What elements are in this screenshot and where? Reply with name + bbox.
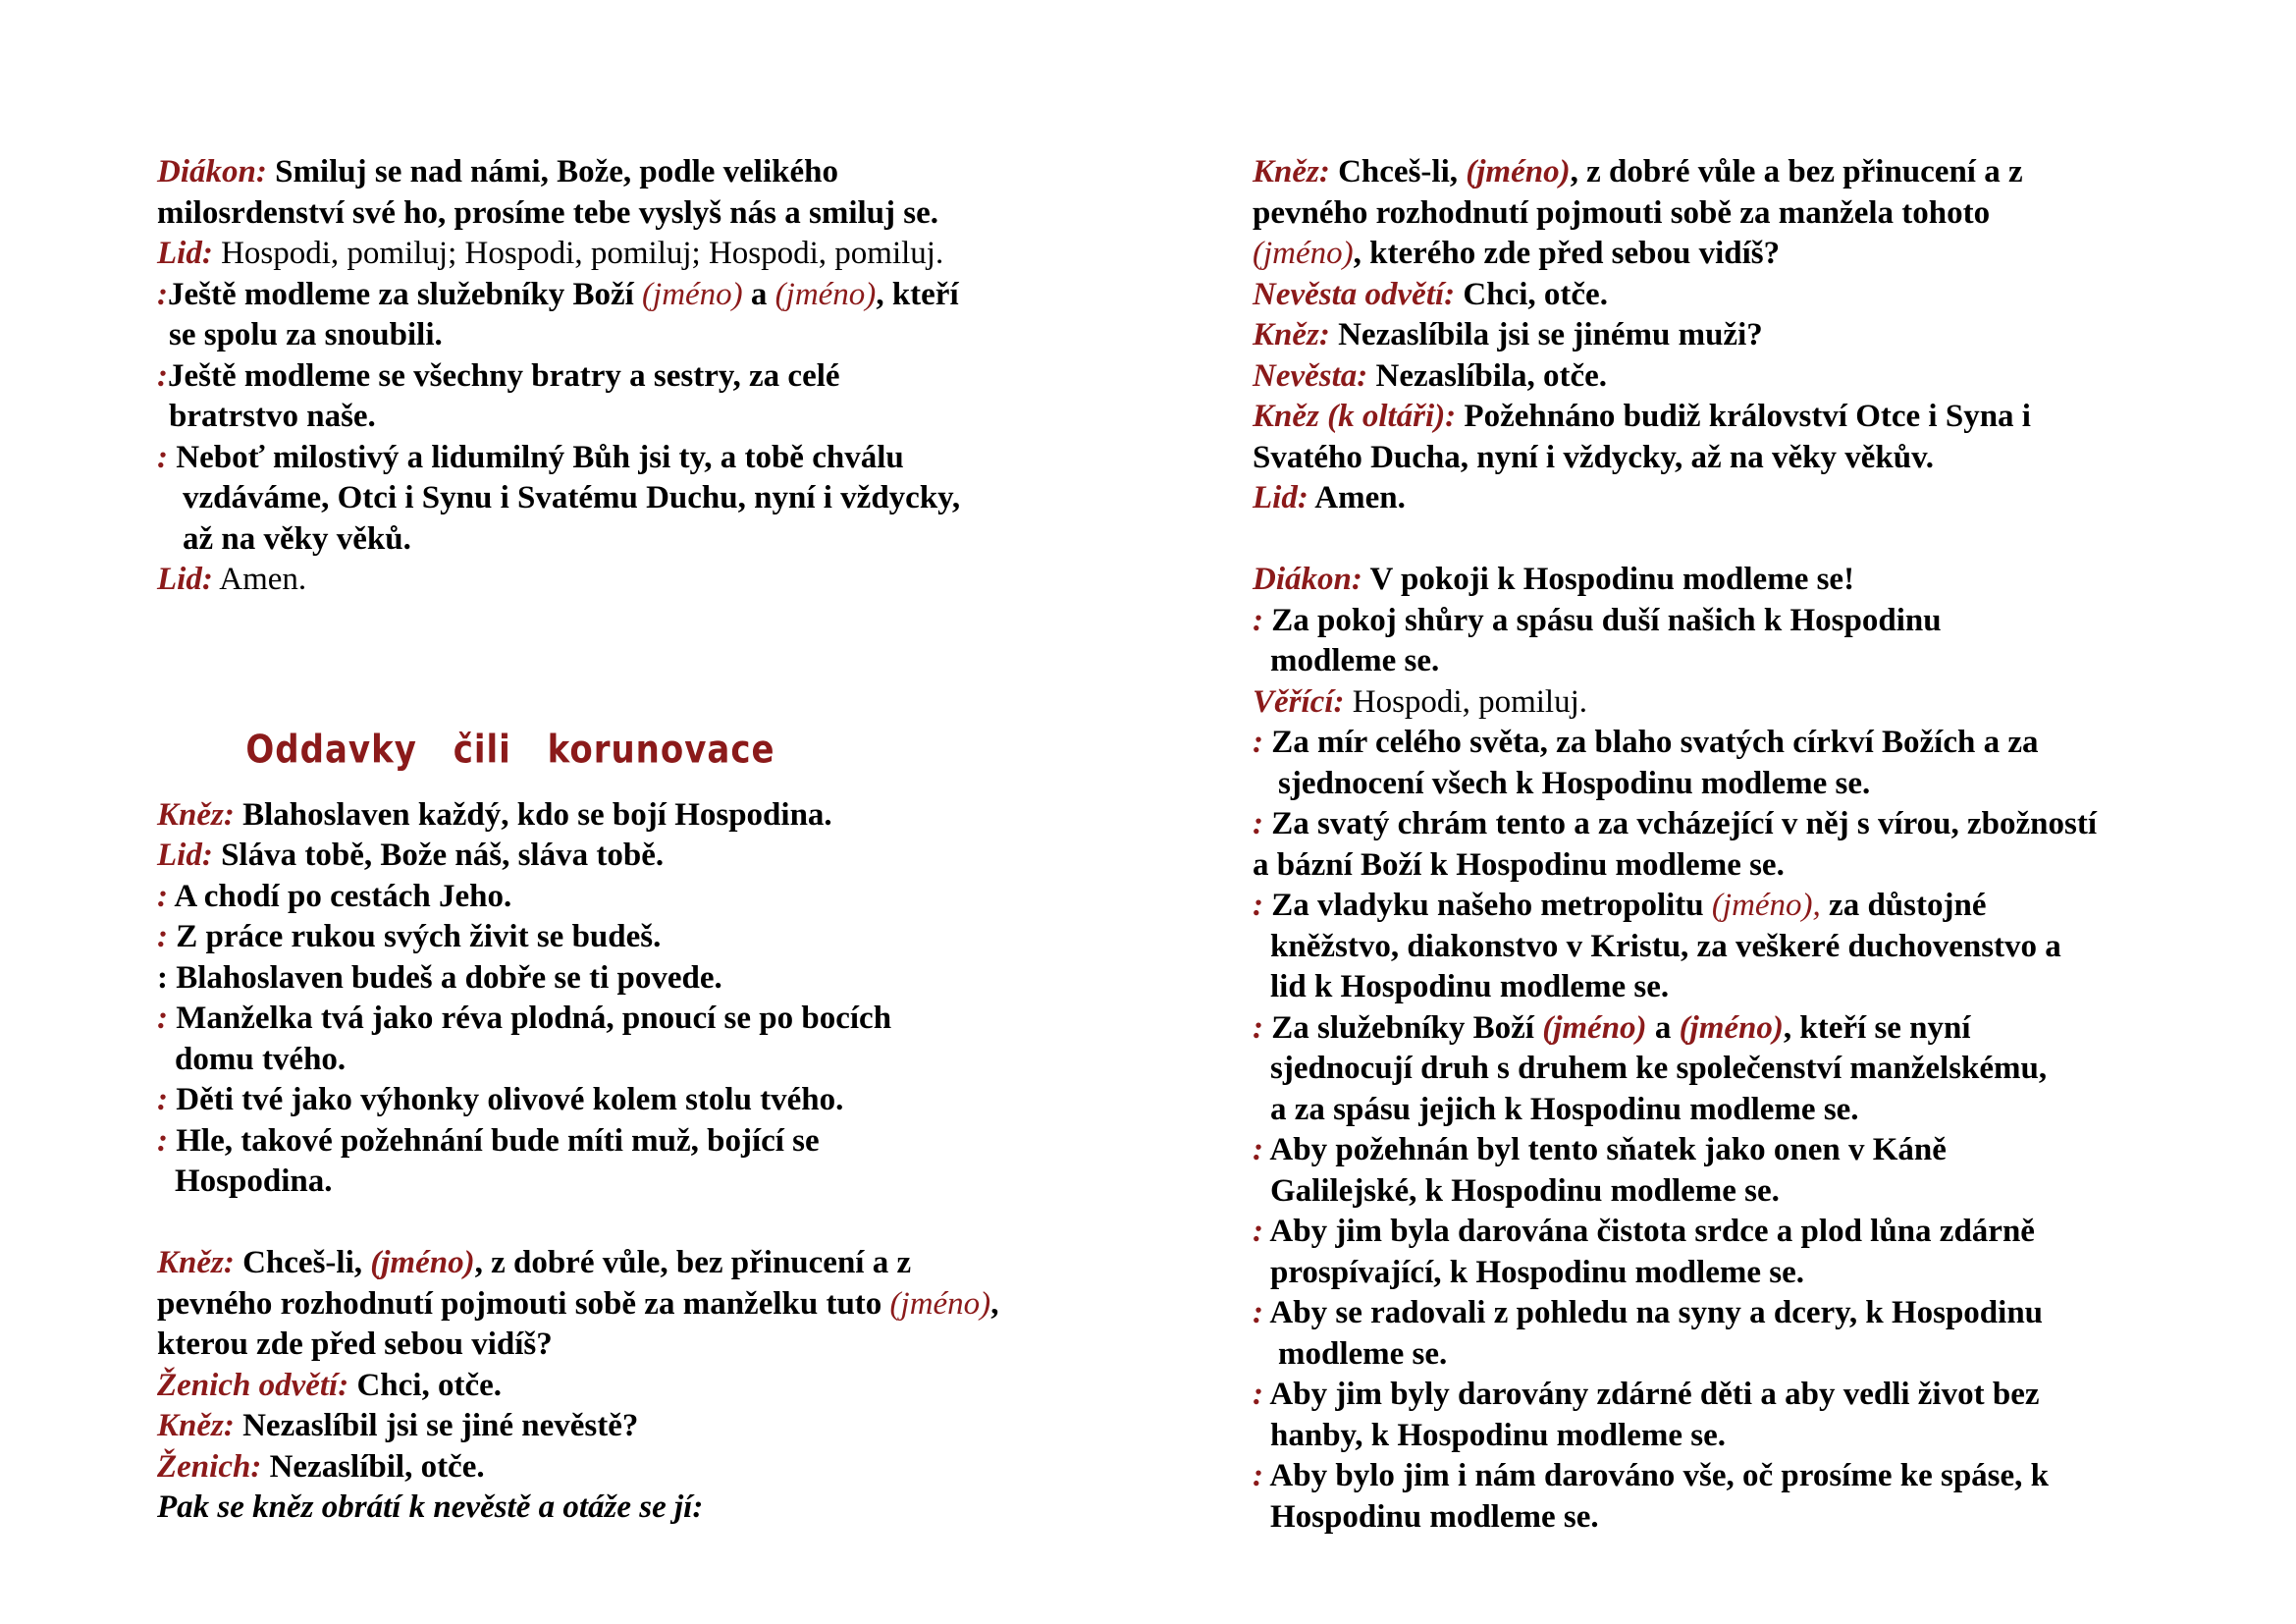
text-line: až na věky věků.: [183, 520, 411, 557]
text-line: modleme se.: [1278, 1335, 1448, 1372]
text-line: pevného rozhodnutí pojmouti sobě za manžela tohoto: [1253, 194, 1991, 231]
name-placeholder: (jméno): [889, 1285, 991, 1322]
verse-marker: :: [157, 878, 168, 914]
text-line: : Za vladyku našeho metropolitu (jméno), za důstojné: [1253, 888, 1987, 923]
text-line: Ženich: Nezaslíbil, otče.: [157, 1448, 485, 1485]
text-line: Hospodinu modleme se.: [1270, 1498, 1599, 1535]
text-line: Lid: Sláva tobě, Bože náš, sláva tobě.: [157, 838, 665, 873]
text-line: Lid: Hospodi, pomiluj; Hospodi, pomiluj; Hospodi, pomiluj.: [157, 236, 944, 271]
text-line: : Za pokoj shůry a spásu duší našich k Hospodinu: [1253, 602, 1942, 638]
verse-marker: :: [157, 357, 168, 394]
text-line: : Z práce rukou svých živit se budeš.: [157, 919, 662, 954]
spacer: [157, 601, 1139, 723]
spacer: [157, 1203, 1139, 1244]
text-line: : Za služebníky Boží (jméno) a (jméno), kteří se nyní: [1253, 1009, 1971, 1046]
text-line: : Aby bylo jim i nám darováno vše, oč prosíme ke spáse, k: [1253, 1458, 2050, 1493]
verse-marker: :: [157, 919, 168, 954]
text-line: modleme se.: [1270, 643, 1440, 678]
text-line: vzdáváme, Otci i Synu i Svatému Duchu, nyní i vždycky,: [183, 480, 961, 515]
text-line: Kněz: Nezaslíbil jsi se jiné nevěstě?: [157, 1408, 639, 1443]
text-line: domu tvého.: [175, 1041, 347, 1077]
text-line: Diákon: Smiluj se nad námi, Bože, podle velikého: [157, 154, 838, 189]
speaker-label: Kněz (k oltáři):: [1253, 399, 1457, 434]
right-column: [1253, 152, 2234, 1538]
verse-marker: :: [1253, 602, 1263, 638]
speaker-label: Nevěsta:: [1253, 357, 1368, 394]
section-title: Oddavky čili korunovace: [245, 727, 775, 773]
name-placeholder: (jméno): [1542, 1009, 1647, 1046]
verse-marker: :: [157, 1082, 168, 1117]
speaker-label: Diákon:: [157, 154, 267, 189]
speaker-label: Kněz:: [1253, 317, 1330, 352]
verse-marker: :: [1253, 806, 1263, 841]
text-line: Věřící: Hospodi, pomiluj.: [1253, 683, 1588, 720]
speaker-label: Ženich odvětí:: [157, 1367, 349, 1403]
text-line: Kněz (k oltáři): Požehnáno budiž království Otce i Syna i: [1253, 399, 2031, 434]
text-line: Galilejské, k Hospodinu modleme se.: [1270, 1172, 1780, 1209]
text-line: : Za svatý chrám tento a za vcházející v něj s vírou, zbožností: [1253, 806, 2098, 841]
text-line: : Aby požehnán byl tento sňatek jako onen v Káně: [1253, 1132, 1947, 1167]
verse-marker: :: [1253, 1214, 1263, 1249]
text-line: milosrdenství své ho, prosíme tebe vyslyš nás a smiluj se.: [157, 194, 938, 231]
verse-marker: :: [1253, 1132, 1263, 1167]
text-line: : Aby se radovali z pohledu na syny a dcery, k Hospodinu: [1253, 1295, 2044, 1330]
verse-marker: :: [157, 959, 168, 996]
speaker-label: Kněz:: [1253, 154, 1330, 189]
speaker-label: Lid:: [157, 236, 213, 271]
speaker-label: Lid:: [157, 562, 213, 597]
text-line: :Ještě modleme za služebníky Boží (jméno) a (jméno), kteří: [157, 276, 959, 312]
name-placeholder: (jméno): [1253, 236, 1354, 271]
text-line: Nevěsta odvětí: Chci, otče.: [1253, 276, 1608, 312]
text-line: Lid: Amen.: [1253, 480, 1406, 515]
text-line: Kněz: Nezaslíbila jsi se jinému muži?: [1253, 317, 1763, 352]
text-line: : Za mír celého světa, za blaho svatých církví Božích a za: [1253, 725, 2039, 760]
verse-marker: :: [1253, 1009, 1263, 1046]
speaker-label: Nevěsta odvětí:: [1253, 276, 1456, 312]
text-line: pevného rozhodnutí pojmouti sobě za manželku tuto (jméno),: [157, 1285, 999, 1322]
text-line: prospívající, k Hospodinu modleme se.: [1270, 1254, 1804, 1290]
speaker-label: Kněz:: [157, 796, 235, 833]
speaker-label: Kněz:: [157, 1408, 235, 1443]
text-line: Kněz: Chceš-li, (jméno), z dobré vůle, bez přinucení a z: [157, 1245, 912, 1280]
verse-marker: :: [157, 439, 168, 475]
text-line: : Neboť milostivý a lidumilný Bůh jsi ty, a tobě chválu: [157, 439, 904, 475]
verse-marker: :: [157, 1001, 168, 1036]
verse-marker: :: [1253, 1458, 1263, 1493]
text-line: kterou zde před sebou vidíš?: [157, 1326, 553, 1362]
text-line: se spolu za snoubili.: [169, 317, 443, 352]
text-line: : Aby jim byly darovány zdárné děti a aby vedli život bez: [1253, 1377, 2040, 1412]
verse-marker: :: [157, 276, 168, 312]
text-line: Svatého Ducha, nyní i vždycky, až na věky věkův.: [1253, 439, 1935, 475]
name-placeholder: (jméno): [642, 276, 743, 312]
text-line: Ženich odvětí: Chci, otče.: [157, 1367, 502, 1403]
speaker-label: Věřící:: [1253, 683, 1345, 720]
text-line: kněžstvo, diakonstvo v Kristu, za veškeré duchovenstvo a: [1270, 928, 2061, 964]
verse-marker: :: [1253, 888, 1263, 923]
spacer: [1253, 519, 2234, 561]
name-placeholder: (jméno),: [1711, 888, 1821, 923]
name-placeholder: (jméno): [1679, 1009, 1784, 1046]
speaker-label: Kněz:: [157, 1245, 235, 1280]
text-line: bratrstvo naše.: [169, 399, 376, 434]
left-column: [157, 152, 1139, 1529]
text-line: a za spásu jejich k Hospodinu modleme se.: [1270, 1091, 1859, 1127]
text-line: Nevěsta: Nezaslíbila, otče.: [1253, 357, 1608, 394]
text-line: Hospodina.: [175, 1164, 333, 1199]
text-line: sjednocení všech k Hospodinu modleme se.: [1278, 765, 1871, 801]
verse-marker: :: [1253, 1377, 1263, 1412]
text-line: (jméno), kterého zde před sebou vidíš?: [1253, 236, 1781, 271]
verse-marker: :: [1253, 725, 1263, 760]
text-line: sjednocují druh s druhem ke společenství manželskému,: [1270, 1051, 2048, 1086]
text-line: hanby, k Hospodinu modleme se.: [1270, 1417, 1726, 1453]
text-line: Lid: Amen.: [157, 562, 307, 597]
text-line: :Ještě modleme se všechny bratry a sestry, za celé: [157, 357, 840, 394]
rubric: Pak se kněz obrátí k nevěstě a otáže se jí:: [157, 1489, 704, 1525]
text-line: : Hle, takové požehnání bude míti muž, bojící se: [157, 1122, 820, 1159]
text-line: : Manželka tvá jako réva plodná, pnoucí se po bocích: [157, 1001, 892, 1036]
text-line: lid k Hospodinu modleme se.: [1270, 969, 1670, 1004]
verse-marker: :: [1253, 1295, 1263, 1330]
speaker-label: Lid:: [157, 838, 213, 873]
name-placeholder: (jméno): [774, 276, 877, 312]
text-line: Kněz: Blahoslaven každý, kdo se bojí Hospodina.: [157, 796, 832, 833]
name-placeholder: (jméno): [1466, 154, 1571, 189]
speaker-label: Lid:: [1253, 480, 1308, 515]
text-line: : Blahoslaven budeš a dobře se ti povede.: [157, 959, 722, 996]
verse-marker: :: [157, 1122, 168, 1159]
text-line: : A chodí po cestách Jeho.: [157, 878, 512, 914]
name-placeholder: (jméno): [370, 1245, 475, 1280]
text-line: Diákon: V pokoji k Hospodinu modleme se!: [1253, 562, 1855, 597]
speaker-label: Ženich:: [157, 1448, 262, 1485]
text-line: : Aby jim byla darována čistota srdce a plod lůna zdárně: [1253, 1214, 2035, 1249]
text-line: : Děti tvé jako výhonky olivové kolem stolu tvého.: [157, 1082, 844, 1117]
text-line: Kněz: Chceš-li, (jméno), z dobré vůle a bez přinucení a z: [1253, 154, 2023, 189]
speaker-label: Diákon:: [1253, 562, 1362, 597]
text-line: a bázní Boží k Hospodinu modleme se.: [1253, 846, 1785, 883]
